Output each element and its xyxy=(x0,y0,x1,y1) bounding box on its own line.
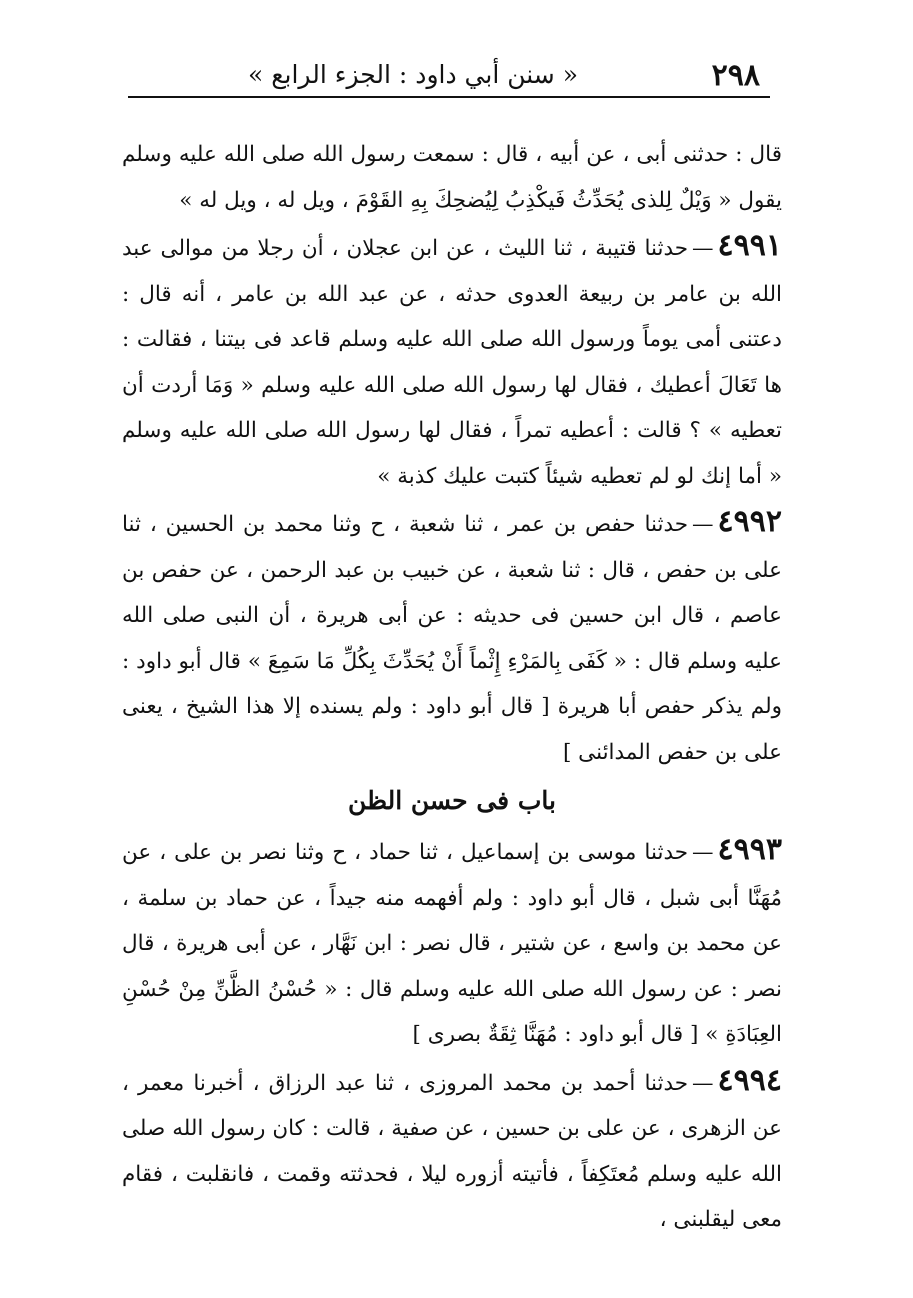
intro-text: قال : حدثنى أبى ، عن أبيه ، قال : سمعت رسول الله صلى الله عليه وسلم يقول « وَيْلٌ لِلذى يُحَدِّثُ فَيكْذِبُ لِيُضحِكَ بِهِ القَوْمَ ، ويل له ، ويل له » xyxy=(122,142,782,213)
hadith-number: ٤٩٩١ xyxy=(717,228,782,263)
hadith-number: ٤٩٩٢ xyxy=(717,504,782,539)
intro-paragraph xyxy=(122,132,782,223)
section-heading: باب فى حسن الظن xyxy=(348,786,556,815)
dash-separator: — xyxy=(692,512,714,537)
page-number: ٢٩٨ xyxy=(711,58,760,93)
hadith-paragraph-4994 xyxy=(122,1058,782,1243)
hadith-paragraph-4991 xyxy=(122,223,782,499)
header-rule xyxy=(128,96,770,98)
hadith-text: حدثنا أحمد بن محمد المروزى ، ثنا عبد الرزاق ، أخبرنا معمر ، عن الزهرى ، عن على بن حسين ، عن صفية ، قالت : كان رسول الله صلى الله عليه وسلم مُعتَكِفاً ، فأتيته أزوره ليلا ، فحدثته وقمت ، فانقلبت ، فقام معى ليقلبنى ، xyxy=(122,1070,782,1232)
page-header xyxy=(128,52,768,96)
hadith-paragraph-4992 xyxy=(122,499,782,775)
hadith-text: حدثنا قتيبة ، ثنا الليث ، عن ابن عجلان ، أن رجلا من موالى عبد الله بن عامر بن ربيعة العدوى حدثه ، عن عبد الله بن عامر ، أنه قال : دعتنى أمى يوماً ورسول الله صلى الله عليه وسلم قاعد فى بيتنا ، فقالت : ها تَعَالَ أعطيك ، فقال لها رسول الله صلى الله عليه وسلم « وَمَا أردت أن تعطيه » ؟ قالت : أعطيه تمراً ، فقال لها رسول الله صلى الله عليه وسلم « أما إنك لو لم تعطيه شيئاً كتبت عليك كذبة » xyxy=(122,236,782,489)
hadith-number: ٤٩٩٤ xyxy=(717,1062,782,1098)
dash-separator: — xyxy=(692,1070,714,1096)
hadith-paragraph-4993 xyxy=(122,827,782,1058)
hadith-number: ٤٩٩٣ xyxy=(717,832,782,867)
hadith-text: حدثنا حفص بن عمر ، ثنا شعبة ، ح وثنا محمد بن الحسين ، ثنا على بن حفص ، قال : ثنا شعبة ، عن خبيب بن عبد الرحمن ، عن حفص بن عاصم ، قال ابن حسين فى حديثه : عن أبى هريرة ، أن النبى صلى الله عليه وسلم قال : « كَفَى بِالمَرْءِ إِثْماً أَنْ يُحَدِّثَ بِكُلِّ مَا سَمِعَ » قال أبو داود : ولم يذكر حفص أبا هريرة [ قال أبو داود : ولم يسنده إلا هذا الشيخ ، يعنى على بن حفص المدائنى ] xyxy=(122,512,782,765)
dash-separator: — xyxy=(692,236,714,261)
page-body xyxy=(122,132,782,1243)
hadith-text: حدثنا موسى بن إسماعيل ، ثنا حماد ، ح وثنا نصر بن على ، عن مُهَنَّا أبى شبل ، قال أبو داود : ولم أفهمه منه جيداً ، عن حماد بن سلمة ، عن محمد بن واسع ، عن شتير ، قال نصر : ابن نَهَّار ، عن أبى هريرة ، قال نصر : عن رسول الله صلى الله عليه وسلم قال : « حُسْنُ الظَّنِّ مِنْ حُسْنِ العِبَادَةِ » [ قال أبو داود : مُهَنَّا ثِقَةٌ بصرى ] xyxy=(122,840,782,1047)
running-title: « سنن أبي داود : الجزء الرابع » xyxy=(247,60,578,89)
dash-separator: — xyxy=(692,840,714,865)
